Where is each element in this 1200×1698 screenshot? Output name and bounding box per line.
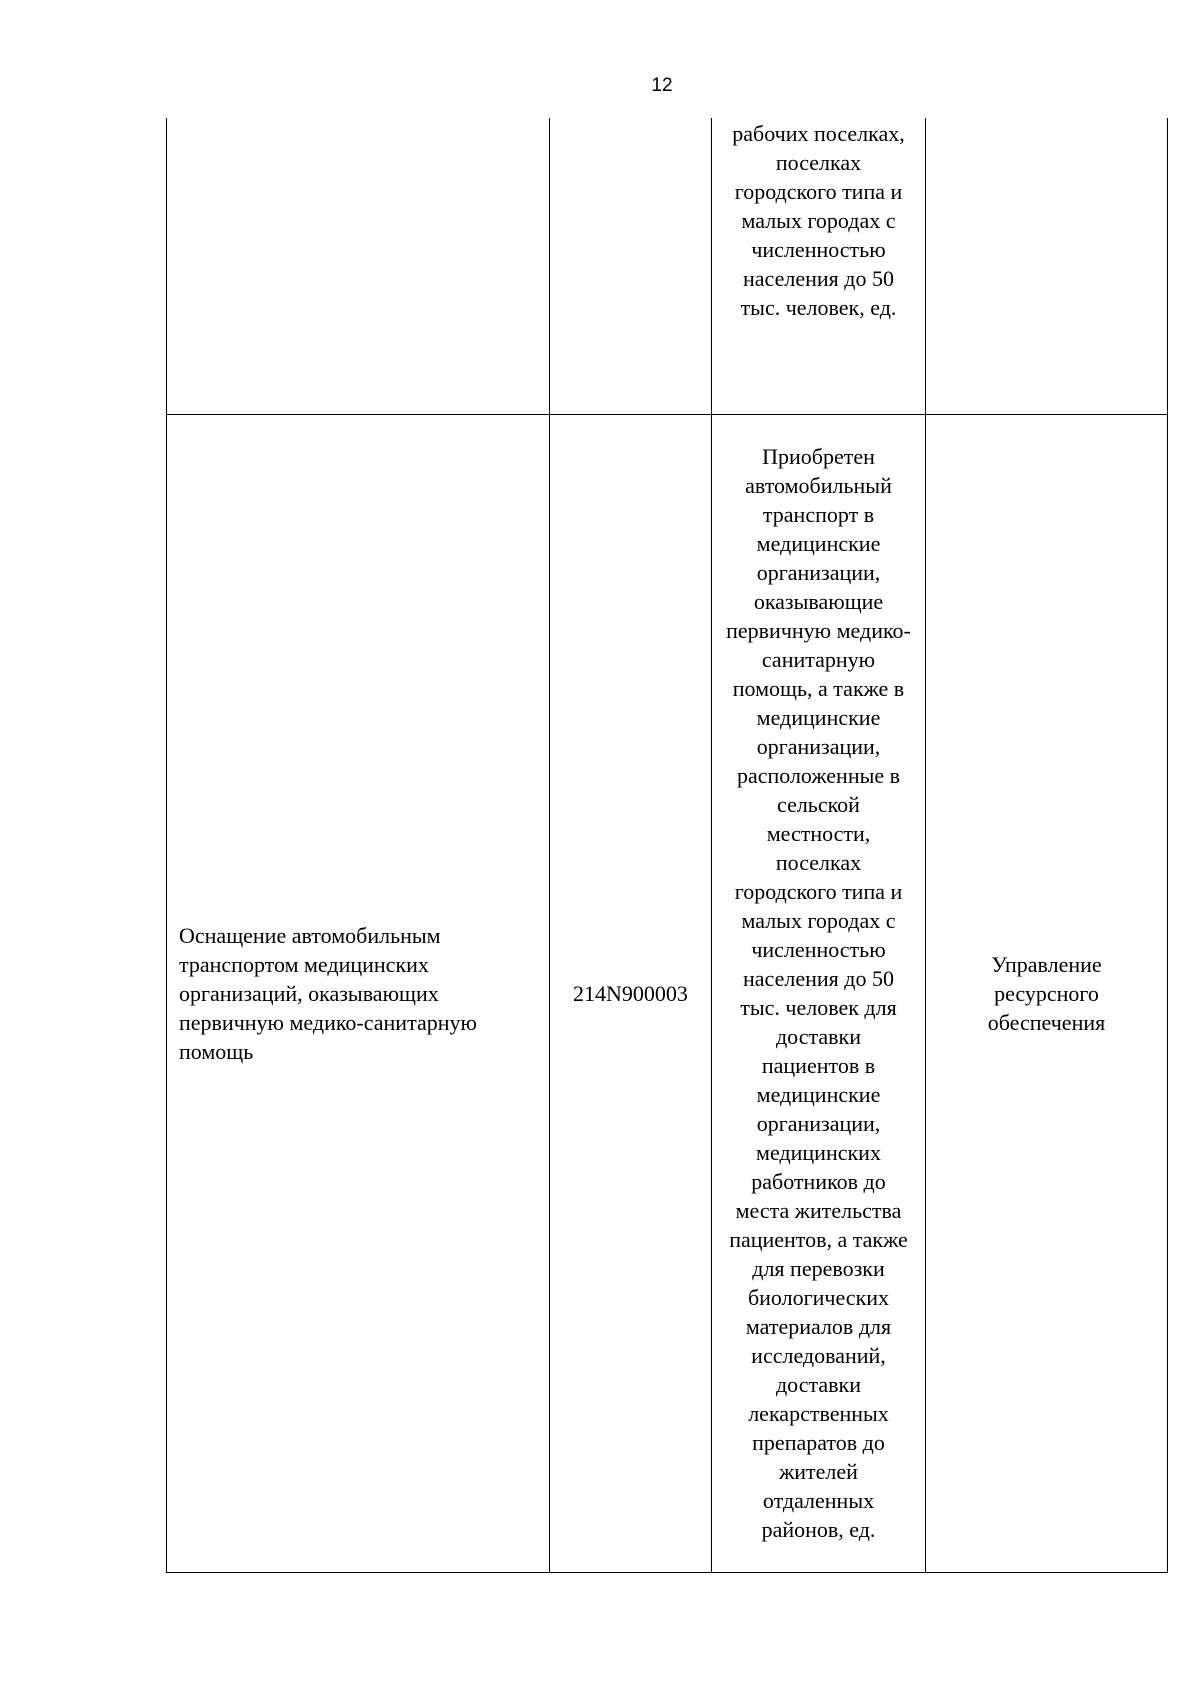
event-name-cell (167, 414, 550, 1572)
event-code-cell (550, 414, 712, 1572)
responsible-cell (926, 414, 1168, 1572)
responsible-cell (926, 118, 1168, 414)
table-row (167, 414, 1168, 1572)
event-name-text: Оснащение автомобильным транспортом медицинских организаций, оказывающих первичную медико-санитарную помощь (179, 922, 477, 1064)
indicator-text: рабочих поселках, поселках городского типа и малых городах с численностью населения до 50 тыс. человек, ед. (732, 121, 905, 320)
event-name-cell (167, 118, 550, 414)
table-row-continuation (167, 118, 1168, 414)
indicator-cell (712, 118, 926, 414)
event-code-text: 214N900003 (573, 980, 688, 1006)
indicator-cell (712, 414, 926, 1572)
indicator-text: Приобретен автомобильный транспорт в медицинские организации, оказывающие первичную медико-санитарную помощь, а также в медицинские организации, расположенные в сельской местности, поселках городского типа и малых городах с численностью населения до 50 тыс. человек для доставки пациентов в медицинские организации, медицинских работников до места жительства пациентов, а также для перевозки биологических материалов для исследований, доставки лекарственных препаратов до жителей отдаленных районов, ед. (726, 444, 911, 1542)
event-code-cell (550, 118, 712, 414)
page-number: 12 (651, 75, 673, 96)
events-table (166, 118, 1168, 1573)
responsible-text: Управление ресурсного обеспечения (987, 951, 1106, 1035)
